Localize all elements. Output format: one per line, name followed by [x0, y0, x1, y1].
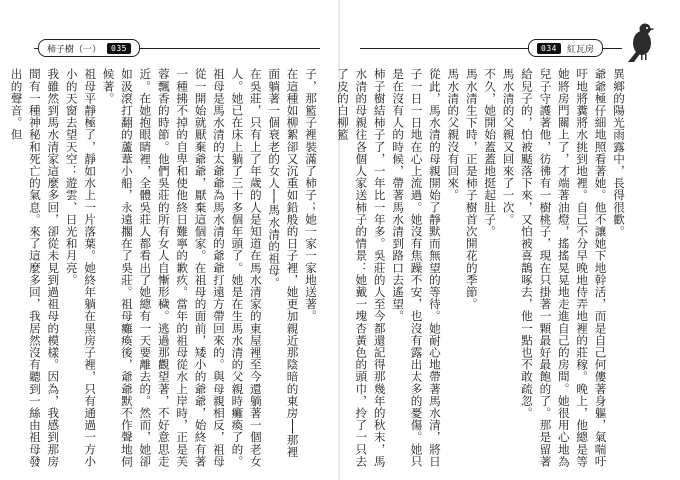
paragraph: 我雖然到馬水清家這麼多回，卻從未見到過祖母的模樣。因為，我感到那房間有一種神秘和死亡的氣息。來了這麼多回，我居然沒有聽到一絲由祖母發出的聲音。但 — [9, 68, 61, 468]
paragraph: 馬水清的父親沒有回來。 — [446, 68, 461, 202]
paragraph: 從此，馬水清的母親開始了靜默而無望的等待。她耐心地帶著馬水清，將日子一日一日地在心上流過。她沒有焦躁不安，也沒有露出太多的憂傷。她只是在沒有人的時候，帶著馬水清到路口去遙望。 — [391, 68, 442, 468]
paragraph: 祖母平靜極了，靜如水上一片落葉。她終年躺在黑房子裡，只有通過一方小小的天窗去望天空：遊雲、日光和月亮。 — [64, 68, 98, 468]
bird-icon-shape — [628, 24, 655, 63]
paragraph: 馬水清的父親又回來了一次。 — [501, 68, 516, 226]
page-number: 035 — [107, 43, 131, 54]
page-number: 034 — [537, 43, 561, 54]
paragraph: 在吳莊，只有上了年歲的人是知道在馬水清家的東屋裡至今還躺著一個老女人。她已在床上躺了三十多個年頭了。她是在生馬水清的父親時癱瘓了的。 — [230, 68, 263, 468]
bird-icon — [622, 18, 668, 64]
paragraph: 異鄉的陽光雨露中，長得很歡。 — [612, 68, 626, 238]
paragraph: 馬水清生下時，正是柿子樹首次開花的季節。 — [464, 68, 479, 310]
running-header — [528, 39, 603, 57]
running-header — [38, 39, 140, 57]
body-text — [335, 68, 628, 468]
paragraph: 在這種如柳絮卻又沉重如鉛般的日子裡，她更加親近那陰暗的東房──那裡面躺著一個衰老的女人──馬水清的祖母。 — [267, 68, 300, 459]
header-title: 柿子樹（一） — [47, 44, 102, 55]
paragraph: 子，那籃子裡裝滿了柿子；她一家一家地送著。 — [304, 68, 318, 323]
header-title: 紅瓦房 — [566, 44, 594, 55]
paragraph: 爺爺極仔細地照看著她。他不讓她下地幹活，而是自己何僂著身軀，氣喘吁吁地將糞將水挑到地裡。自己不分早晚地侍弄地裡的莊稼。晚上，他總是等她將房門關上了，才端著油燈，搖搖晃晃地走進自己的房間。她很用心地為兒子守護著他，彷彿有一樹桃子，現在只掛著一顆最好最飽的了。那是留著給兒子的，怕被颳落下來，又怕被喜鵲啄去，他一點也不敢疏忽。 — [519, 68, 608, 468]
paragraph: 不久，她開始蓋蓋地挺起肚子。 — [483, 68, 498, 238]
body-text — [9, 68, 320, 468]
paragraph: 柿子樹結柿子了，一年比一年多。吳莊的人至今都還記得那幾年的秋末，馬水清的母親往各個人家送柿子的情景：她戴一塊杏黃色的頭巾，拎了一只去了皮的白柳籃 — [335, 68, 387, 468]
right-page — [335, 0, 680, 480]
paragraph: 祖母是馬水清的太爺爺為馬水清的爺爺打遠方帶回來的。與母親相反，祖母從一開始就厭棄爺爺，厭棄這個家。在祖母的面前，矮小的爺爺，始終有著一種拂不掉的自卑和使他終日難寧的歉疚。當年的祖母從水上岸時，正是芙蓉飄香的時節。他們吳莊的所有女人自慚形穢。逃過那觀望著，不好意思走近。在她抱眼睛裡，全體吳莊人都看出了她總有一天要離去的。然而，她卻如汲滾打翻的蘆葦小船，永遠擱在了吳莊。祖母癱瘓後，爺爺默不作聲地伺候著。 — [101, 68, 226, 468]
